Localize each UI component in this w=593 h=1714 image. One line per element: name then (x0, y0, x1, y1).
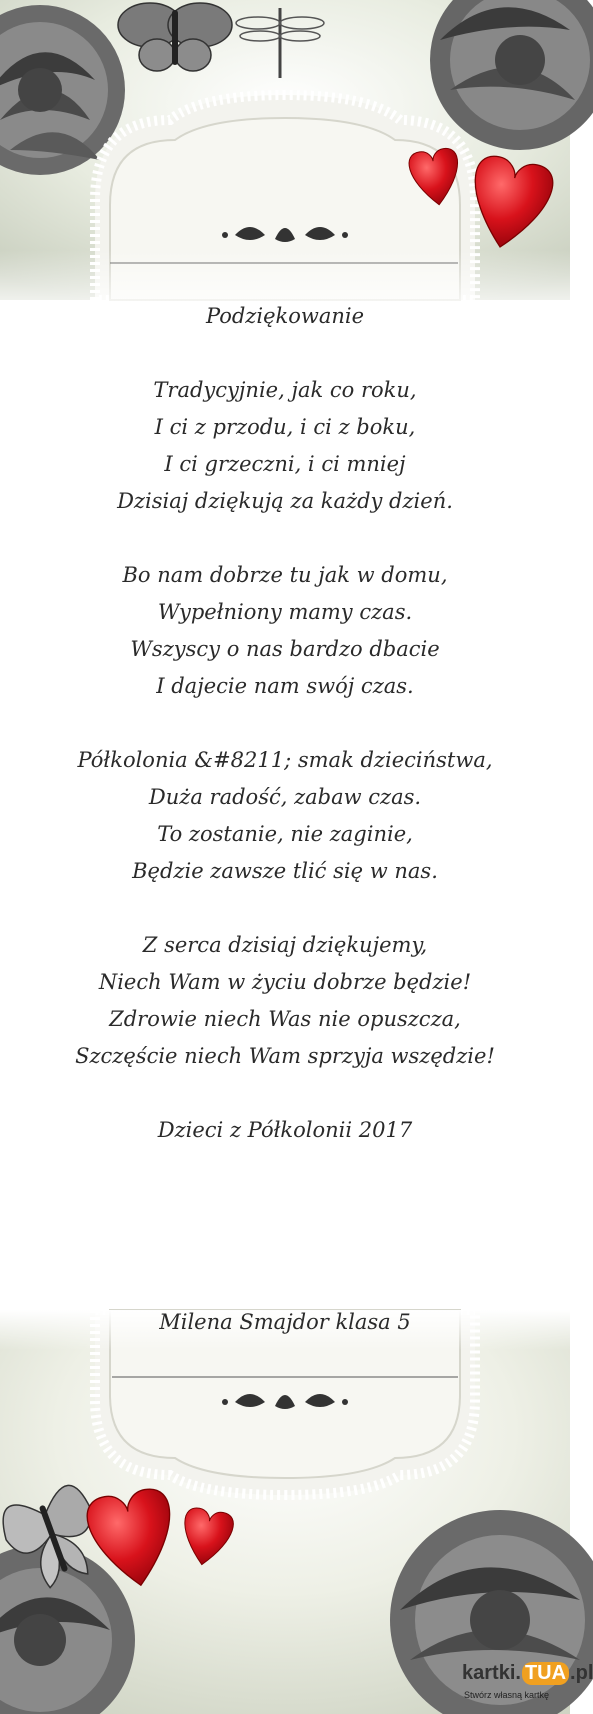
poem-line: Bo nam dobrze tu jak w domu, (122, 563, 448, 587)
poem-line: To zostanie, nie zaginie, (157, 822, 413, 846)
poem-line: Szczęście niech Wam sprzyja wszędzie! (75, 1044, 495, 1068)
poem-line: Zdrowie niech Was nie opuszcza, (109, 1007, 461, 1031)
signature: Milena Smajdor klasa 5 (159, 1310, 411, 1334)
logo-text-post: .pl (570, 1662, 593, 1684)
poem-closing: Dzieci z Półkolonii 2017 (157, 1118, 413, 1142)
poem-line: Duża radość, zabaw czas. (148, 785, 422, 809)
poem-line: Wszyscy o nas bardzo dbacie (130, 637, 440, 661)
poem-line: I ci grzeczni, i ci mniej (164, 452, 406, 476)
poem-line: Wypełniony mamy czas. (157, 600, 413, 624)
logo-text-pre: kartki. (462, 1662, 521, 1684)
logo-text-mid: TUA (522, 1662, 569, 1685)
top-decoration (0, 0, 570, 320)
logo-tagline: Stwórz własną kartkę (464, 1690, 550, 1700)
poem-line: Półkolonia &#8211; smak dzieciństwa, (77, 748, 493, 772)
poem-line: Będzie zawsze tlić się w nas. (132, 859, 438, 883)
poem-line: I dajecie nam swój czas. (156, 674, 414, 698)
logo-brand (462, 1662, 593, 1685)
site-logo[interactable] (462, 1660, 593, 1708)
poem-line: Dzisiaj dziękują za każdy dzień. (117, 489, 453, 513)
poem-line: Tradycyjnie, jak co roku, (153, 378, 417, 402)
bottom-decoration (0, 1310, 570, 1714)
poem-title: Podziękowanie (205, 304, 365, 328)
poem-line: I ci z przodu, i ci z boku, (154, 415, 416, 439)
poem (0, 298, 570, 1149)
top-frame-art (0, 0, 570, 320)
bottom-frame-art (0, 1310, 570, 1714)
poem-line: Niech Wam w życiu dobrze będzie! (98, 970, 472, 994)
poem-line: Z serca dzisiaj dziękujemy, (142, 933, 428, 957)
